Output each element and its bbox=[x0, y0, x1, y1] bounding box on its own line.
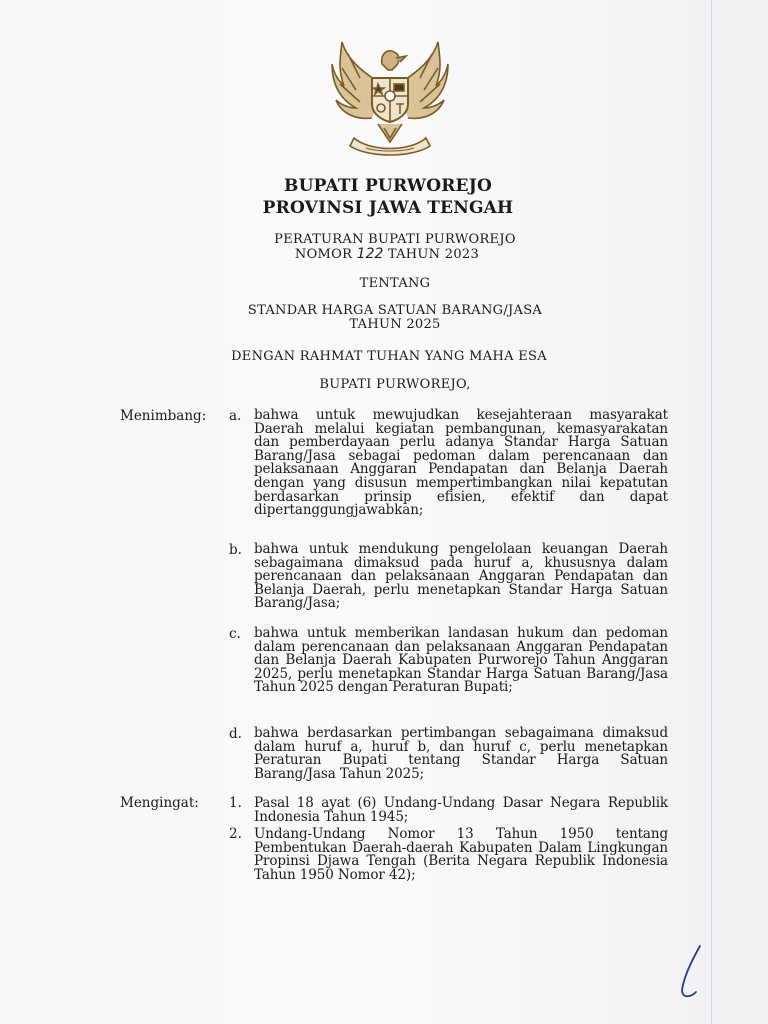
item-mark-b: b. bbox=[229, 542, 242, 558]
item-mark-c: c. bbox=[229, 626, 241, 642]
mengingat-item-2: Undang-Undang Nomor 13 Tahun 1950 tentang Pembentukan Daerah-daerah Kabupaten Dalam Lingkungan Propinsi Djawa Tengah (Berita Negara Republik Indonesia Tahun 1950 Nomor 42); bbox=[254, 826, 668, 883]
item-mark-d: d. bbox=[229, 726, 242, 742]
page-edge bbox=[711, 0, 712, 1024]
menimbang-item-b: bahwa untuk mendukung pengelolaan keuangan Daerah sebagaimana dimaksud pada huruf a, khususnya dalam perencanaan dan pelaksanaan Anggaran Pendapatan dan Belanja Daerah, perlu menetapkan Standar Harga Satuan Barang/Jasa; bbox=[254, 541, 668, 612]
item-mark-1: 1. bbox=[229, 795, 242, 811]
item-mark-2: 2. bbox=[229, 826, 242, 842]
regulation-number bbox=[0, 246, 768, 262]
subject-line1: STANDAR HARGA SATUAN BARANG/JASA bbox=[247, 303, 543, 318]
blessing-line: DENGAN RAHMAT TUHAN YANG MAHA ESA bbox=[231, 349, 547, 364]
garuda-emblem-icon bbox=[326, 34, 454, 160]
subject-line2: TAHUN 2025 bbox=[349, 317, 441, 332]
menimbang-item-a: bahwa untuk mewujudkan kesejahteraan masyarakat Daerah melalui kegiatan pembangunan, kemasyarakatan dan pemberdayaan perlu adanya Standar Harga Satuan Barang/Jasa sebagai pedoman dalam perencanaan dan pelaksanaan Anggaran Pendapatan dan Belanja Daerah dengan yang disusun mempertimbangkan nilai kepatutan berdasarkan prinsip efisien, efektif dan dapat dipertanggungjawabkan; bbox=[254, 407, 668, 519]
handwritten-tick-icon bbox=[672, 942, 712, 1002]
regulation-title: PERATURAN BUPATI PURWOREJO bbox=[274, 232, 516, 247]
header-title-line1: BUPATI PURWOREJO bbox=[284, 176, 492, 196]
regent-line: BUPATI PURWOREJO, bbox=[319, 377, 471, 392]
header-title-line2: PROVINSI JAWA TENGAH bbox=[262, 198, 514, 218]
mengingat-label: Mengingat: bbox=[120, 795, 199, 811]
about-heading: TENTANG bbox=[359, 276, 431, 291]
number-suffix: TAHUN 2023 bbox=[387, 247, 480, 262]
item-mark-a: a. bbox=[229, 408, 242, 424]
handwritten-number: 122 bbox=[356, 246, 384, 262]
mengingat-item-1: Pasal 18 ayat (6) Undang-Undang Dasar Negara Republik Indonesia Tahun 1945; bbox=[254, 795, 668, 825]
number-prefix: NOMOR bbox=[294, 247, 353, 262]
menimbang-item-d: bahwa berdasarkan pertimbangan sebagaimana dimaksud dalam huruf a, huruf b, dan huruf c, perlu menetapkan Peraturan Bupati tentang Standar Harga Satuan Barang/Jasa Tahun 2025; bbox=[254, 725, 668, 782]
menimbang-label: Menimbang: bbox=[120, 408, 207, 424]
menimbang-item-c: bahwa untuk memberikan landasan hukum dan pedoman dalam perencanaan dan pelaksanaan Anggaran Pendapatan dan Belanja Daerah Kabupaten Purworejo Tahun Anggaran 2025, perlu menetapkan Standar Harga Satuan Barang/Jasa Tahun 2025 dengan Peraturan Bupati; bbox=[254, 625, 668, 696]
